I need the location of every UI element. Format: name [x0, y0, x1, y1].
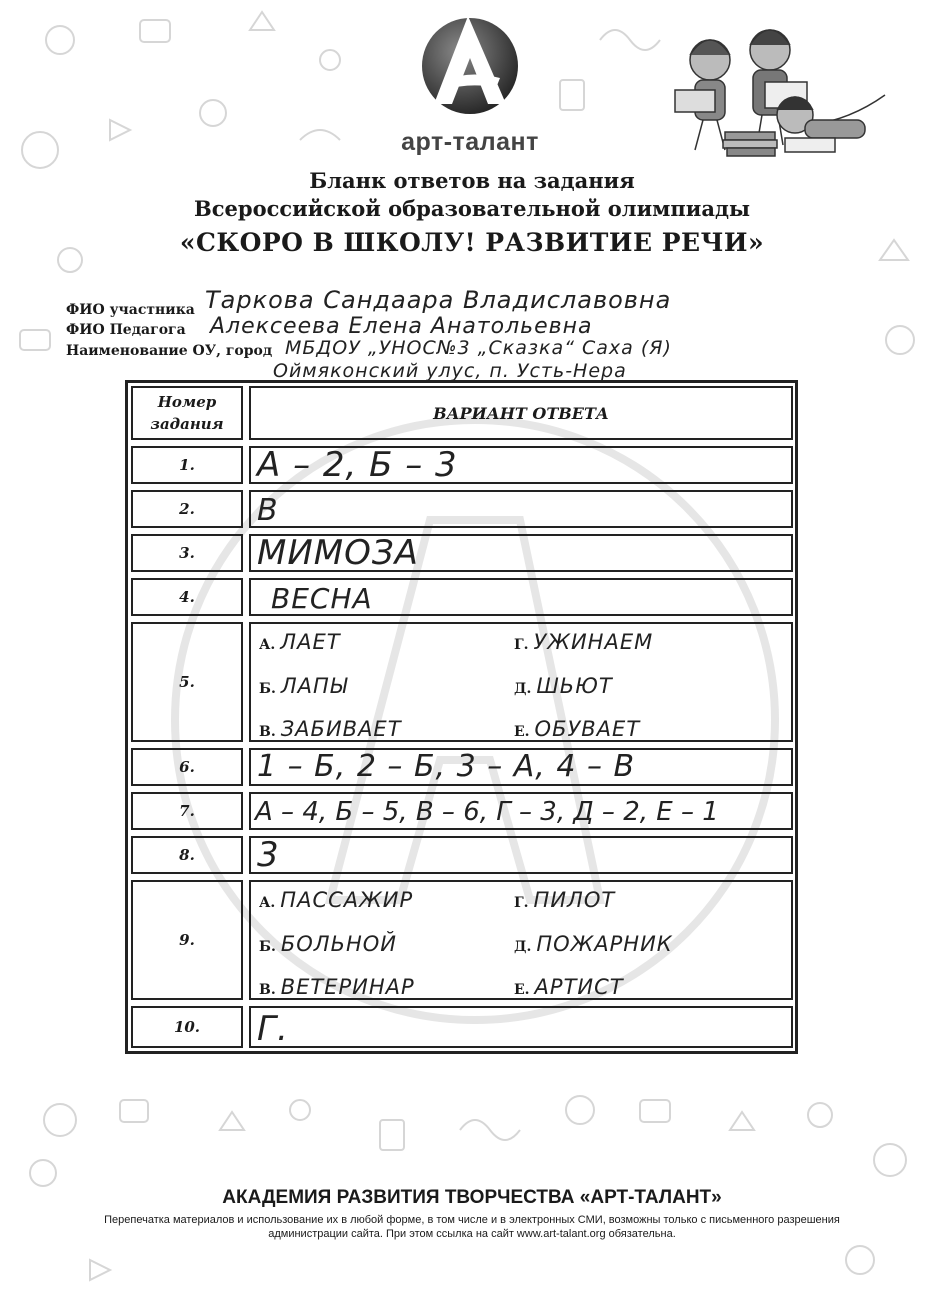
answer-text: МИМОЗА: [257, 533, 419, 573]
option-g: Г. ПИЛОТ: [514, 888, 616, 912]
answer-cell: [249, 792, 793, 830]
answer-cell: [249, 578, 793, 616]
option-b: Б. ЛАПЫ: [259, 674, 348, 698]
title-line-3: «СКОРО В ШКОЛУ! РАЗВИТИЕ РЕЧИ»: [179, 228, 765, 257]
answer-cell: [249, 534, 793, 572]
footer-copyright-note: Перепечатка материалов и использование их в любой форме, в том числе и в электронных СМИ, возможны только с письменного разрешения администрации сайта. При этом ссылка на сайт www.art-talant.org обязательна.: [104, 1214, 840, 1240]
answer-options-cell: [249, 880, 793, 1000]
answer-text: В: [257, 493, 279, 528]
option-a: А. ЛАЕТ: [259, 630, 341, 654]
footer-title: АКАДЕМИЯ РАЗВИТИЯ ТВОРЧЕСТВА «АРТ-ТАЛАНТ»: [222, 1187, 722, 1208]
answer-text: 3: [257, 835, 280, 875]
answer-text: А – 2, Б – 3: [257, 445, 458, 485]
title-line-2: Всероссийской образовательной олимпиады: [194, 196, 750, 221]
answer-text: А – 4, Б – 5, В – 6, Г – 3, Д – 2, Е – 1: [255, 797, 719, 827]
option-g: Г. УЖИНАЕМ: [514, 630, 654, 654]
option-b: Б. БОЛЬНОЙ: [259, 932, 398, 956]
teacher-label: ФИО Педагога: [66, 322, 186, 338]
answer-options-cell: [249, 622, 793, 742]
task-number: 3.: [131, 534, 243, 572]
header-answer-variant: ВАРИАНТ ОТВЕТА: [249, 386, 793, 440]
task-number: 1.: [131, 446, 243, 484]
task-number: 6.: [131, 748, 243, 786]
school-label: Наименование ОУ, город: [66, 343, 273, 359]
answer-cell: [249, 1006, 793, 1048]
task-number: 8.: [131, 836, 243, 874]
answer-cell: [249, 748, 793, 786]
answer-cell: [249, 490, 793, 528]
answer-text: ВЕСНА: [271, 582, 373, 615]
option-e: Е. АРТИСТ: [514, 975, 624, 999]
teacher-value: Алексеева Елена Анатольевна: [210, 314, 593, 339]
option-v: В. ЗАБИВАЕТ: [259, 717, 402, 741]
reading-children-illustration: [665, 20, 895, 165]
answer-text: 1 – Б, 2 – Б, 3 – А, 4 – В: [257, 749, 636, 784]
task-number: 2.: [131, 490, 243, 528]
logo-text: арт-талант: [401, 128, 539, 156]
header-task-number: Номер задания: [131, 386, 243, 440]
option-e: Е. ОБУВАЕТ: [514, 717, 641, 741]
art-talant-logo: [410, 8, 530, 118]
task-number: 10.: [131, 1006, 243, 1048]
school-value-line-1: МБДОУ „УНОС№3 „Сказка“ Саха (Я): [285, 337, 672, 359]
task-number: 5.: [131, 622, 243, 742]
option-v: В. ВЕТЕРИНАР: [259, 975, 415, 999]
answer-cell: [249, 836, 793, 874]
task-number: 7.: [131, 792, 243, 830]
answer-text: Г.: [257, 1009, 289, 1049]
title-line-1: Бланк ответов на задания: [309, 168, 635, 193]
task-number: 9.: [131, 880, 243, 1000]
option-d: Д. ПОЖАРНИК: [514, 932, 673, 956]
participant-value: Таркова Сандаара Владиславовна: [205, 286, 672, 314]
participant-label: ФИО участника: [66, 302, 195, 318]
task-number: 4.: [131, 578, 243, 616]
school-value-line-2: Оймяконский улус, п. Усть-Нера: [273, 360, 627, 382]
option-d: Д. ШЬЮТ: [514, 674, 613, 698]
answer-cell: [249, 446, 793, 484]
option-a: А. ПАССАЖИР: [259, 888, 414, 912]
